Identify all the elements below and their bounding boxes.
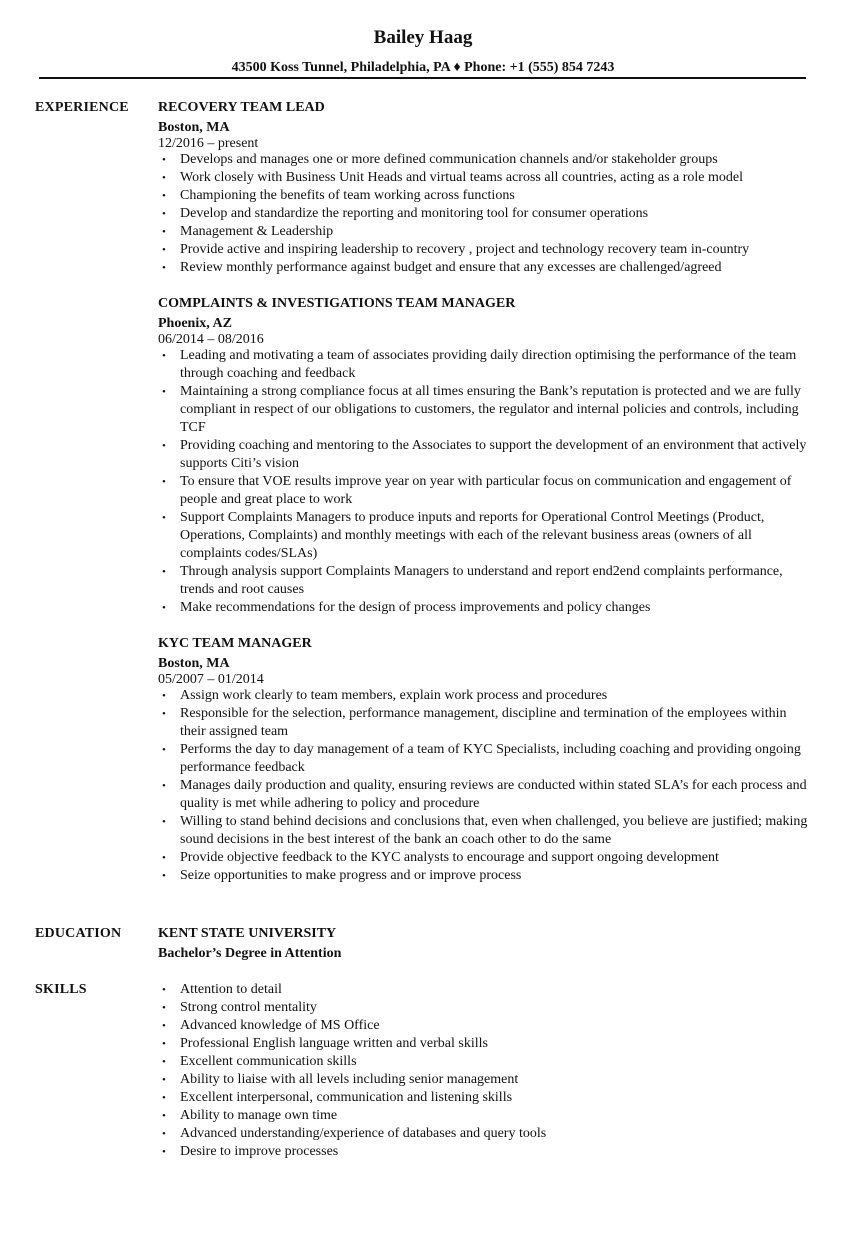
list-item-text: Develops and manages one or more defined communication channels and/or stakeholder groups [180, 152, 718, 167]
list-item [158, 999, 813, 1017]
bullet-icon: • [162, 984, 166, 996]
list-item [158, 187, 813, 205]
list-item-text: Work closely with Business Unit Heads and virtual teams across all countries, acting as a role model [180, 170, 744, 185]
list-item [158, 599, 813, 617]
list-item [158, 169, 813, 187]
list-item [158, 259, 813, 277]
list-item-text: Through analysis support Complaints Managers to understand and report end2end complaints performance, trends and root causes [180, 564, 783, 597]
bullet-icon: • [162, 780, 166, 792]
school-name: KENT STATE UNIVERSITY [158, 926, 337, 941]
list-item [158, 223, 813, 241]
bullet-icon: • [162, 476, 166, 488]
bullet-icon: • [162, 1056, 166, 1068]
bullet-icon: • [162, 386, 166, 398]
job-bullets [158, 687, 813, 885]
list-item [158, 1035, 813, 1053]
list-item-text: Maintaining a strong compliance focus at all times ensuring the Bank’s reputation is protected and we are fully compliant in respect of our obligations to customers, the regulator and internal policies and controls, including TCF [180, 384, 801, 435]
job-entry [158, 295, 813, 617]
skills-list [158, 981, 813, 1161]
list-item-text: Advanced knowledge of MS Office [180, 1018, 380, 1033]
list-item [158, 151, 813, 169]
list-item-text: Excellent communication skills [180, 1054, 357, 1069]
list-item-text: Develop and standardize the reporting and monitoring tool for consumer operations [180, 206, 649, 221]
list-item-text: Responsible for the selection, performance management, discipline and termination of the employees within their assigned team [180, 706, 787, 739]
bullet-icon: • [162, 1092, 166, 1104]
list-item [158, 1143, 813, 1161]
bullet-icon: • [162, 1020, 166, 1032]
list-item [158, 509, 813, 563]
list-item-text: Leading and motivating a team of associates providing daily direction optimising the performance of the team through coaching and feedback [180, 348, 797, 381]
list-item [158, 1107, 813, 1125]
list-item-text: Desire to improve processes [180, 1144, 339, 1159]
list-item [158, 1071, 813, 1089]
list-item [158, 437, 813, 473]
bullet-icon: • [162, 816, 166, 828]
list-item [158, 241, 813, 259]
list-item [158, 741, 813, 777]
job-title: COMPLAINTS & INVESTIGATIONS TEAM MANAGER [158, 296, 516, 311]
job-bullets [158, 347, 813, 617]
list-item [158, 205, 813, 223]
list-item-text: To ensure that VOE results improve year on year with particular focus on communication and engagement of people and great place to work [180, 474, 792, 507]
list-item-text: Willing to stand behind decisions and conclusions that, even when challenged, you believe are justified; making sound decisions in the best interest of the bank an coach other to do the same [180, 814, 808, 847]
bullet-icon: • [162, 172, 166, 184]
list-item [158, 1017, 813, 1035]
section-title-education: EDUCATION [35, 926, 122, 941]
bullet-icon: • [162, 744, 166, 756]
list-item-text: Championing the benefits of team working across functions [180, 188, 515, 203]
bullet-icon: • [162, 208, 166, 220]
list-item-text: Provide active and inspiring leadership to recovery , project and technology recovery team in-country [180, 242, 750, 257]
list-item-text: Attention to detail [180, 982, 282, 997]
bullet-icon: • [162, 690, 166, 702]
job-title: KYC TEAM MANAGER [158, 636, 312, 651]
list-item-text: Management & Leadership [180, 224, 334, 239]
list-item-text: Excellent interpersonal, communication and listening skills [180, 1090, 513, 1105]
list-item-text: Seize opportunities to make progress and or improve process [180, 868, 522, 883]
list-item [158, 687, 813, 705]
list-item [158, 849, 813, 867]
job-location: Boston, MA [158, 656, 230, 671]
list-item [158, 383, 813, 437]
bullet-icon: • [162, 1074, 166, 1086]
bullet-icon: • [162, 226, 166, 238]
list-item [158, 473, 813, 509]
list-item-text: Support Complaints Managers to produce inputs and reports for Operational Control Meetings (Product, Operations, Complaints) and monthly meetings with each of the relevant business areas (owners of all complaints codes/SLAs) [180, 510, 765, 561]
list-item [158, 1125, 813, 1143]
list-item-text: Review monthly performance against budget and ensure that any excesses are challenged/agreed [180, 260, 722, 275]
degree-name: Bachelor’s Degree in Attention [158, 946, 342, 961]
job-title: RECOVERY TEAM LEAD [158, 100, 325, 115]
bullet-icon: • [162, 1110, 166, 1122]
bullet-icon: • [162, 154, 166, 166]
job-location: Phoenix, AZ [158, 316, 232, 331]
job-entry [158, 99, 813, 277]
bullet-icon: • [162, 1146, 166, 1158]
candidate-name: Bailey Haag [373, 27, 473, 48]
list-item [158, 813, 813, 849]
list-item [158, 563, 813, 599]
list-item-text: Assign work clearly to team members, explain work process and procedures [180, 688, 608, 703]
header-divider [39, 77, 806, 79]
list-item-text: Strong control mentality [180, 1000, 317, 1015]
job-entry [158, 635, 813, 885]
list-item [158, 777, 813, 813]
bullet-icon: • [162, 602, 166, 614]
list-item [158, 867, 813, 885]
list-item [158, 1089, 813, 1107]
bullet-icon: • [162, 262, 166, 274]
list-item [158, 347, 813, 383]
bullet-icon: • [162, 852, 166, 864]
bullet-icon: • [162, 512, 166, 524]
job-location: Boston, MA [158, 120, 230, 135]
job-bullets [158, 151, 813, 277]
contact-line: 43500 Koss Tunnel, Philadelphia, PA ♦ Phone: +1 (555) 854 7243 [231, 60, 615, 75]
list-item-text: Make recommendations for the design of process improvements and policy changes [180, 600, 651, 615]
bullet-icon: • [162, 1128, 166, 1140]
bullet-icon: • [162, 350, 166, 362]
bullet-icon: • [162, 190, 166, 202]
job-dates: 12/2016 – present [158, 136, 259, 151]
list-item-text: Professional English language written and verbal skills [180, 1036, 488, 1051]
job-dates: 05/2007 – 01/2014 [158, 672, 264, 687]
list-item-text: Advanced understanding/experience of databases and query tools [180, 1126, 547, 1141]
bullet-icon: • [162, 870, 166, 882]
list-item [158, 981, 813, 999]
bullet-icon: • [162, 566, 166, 578]
list-item-text: Provide objective feedback to the KYC analysts to encourage and support ongoing development [180, 850, 719, 865]
list-item [158, 705, 813, 741]
list-item-text: Providing coaching and mentoring to the Associates to support the development of an environment that actively supports Citi’s vision [180, 438, 807, 471]
bullet-icon: • [162, 708, 166, 720]
experience-body [158, 99, 813, 903]
section-title-skills: SKILLS [35, 982, 87, 997]
list-item [158, 1053, 813, 1071]
bullet-icon: • [162, 244, 166, 256]
list-item-text: Manages daily production and quality, ensuring reviews are conducted within stated SLA’s for each process and quality is met while adhering to policy and procedure [180, 778, 807, 811]
skills-body [158, 981, 813, 1161]
bullet-icon: • [162, 1002, 166, 1014]
list-item-text: Performs the day to day management of a team of KYC Specialists, including coaching and providing ongoing performance feedback [180, 742, 801, 775]
education-body [158, 925, 813, 963]
list-item-text: Ability to manage own time [180, 1108, 338, 1123]
job-dates: 06/2014 – 08/2016 [158, 332, 264, 347]
bullet-icon: • [162, 1038, 166, 1050]
list-item-text: Ability to liaise with all levels including senior management [180, 1072, 519, 1087]
bullet-icon: • [162, 440, 166, 452]
section-title-experience: EXPERIENCE [35, 100, 129, 115]
